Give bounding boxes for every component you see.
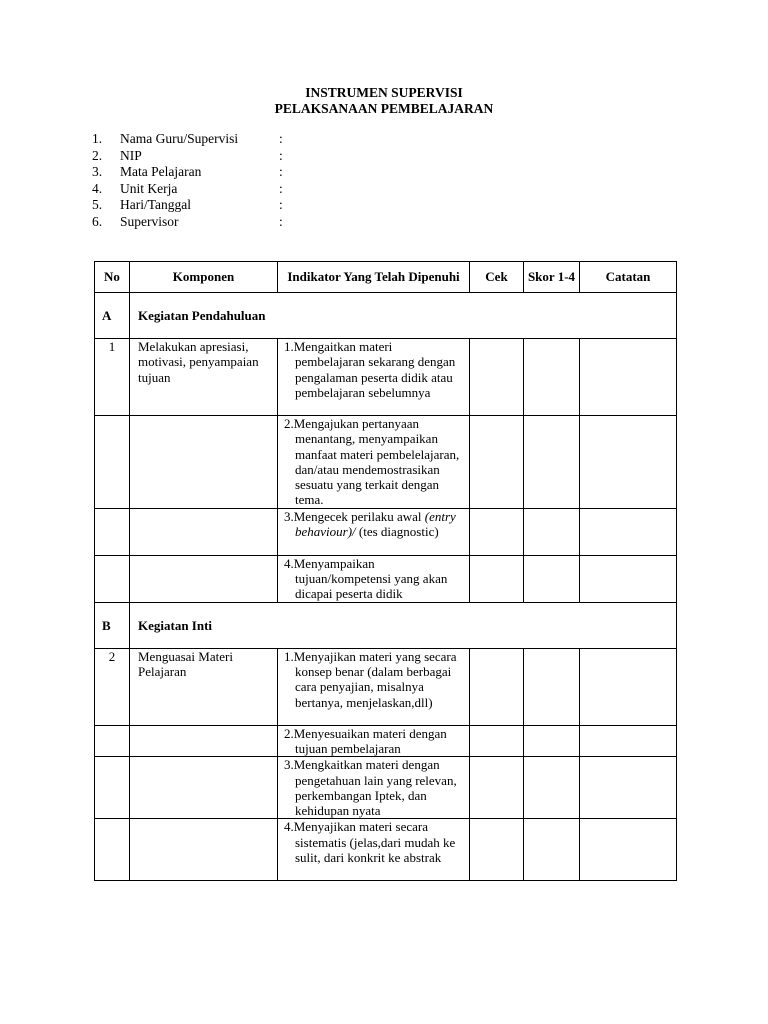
identity-label: Supervisor bbox=[120, 213, 179, 229]
catatan-cell[interactable] bbox=[580, 819, 677, 881]
identity-number: 4. bbox=[92, 180, 103, 196]
header-catatan: Catatan bbox=[580, 262, 677, 293]
identity-label: NIP bbox=[120, 147, 142, 163]
section-title: Kegiatan Pendahuluan bbox=[130, 293, 677, 339]
title-line-1: INSTRUMEN SUPERVISI bbox=[305, 85, 463, 100]
indicator-text: 3.Mengkaitkan materi dengan pengetahuan lain yang relevan, perkembangan Iptek, dan kehidupan nyata bbox=[284, 757, 457, 819]
identity-colon: : bbox=[279, 147, 283, 163]
table-row bbox=[95, 339, 677, 416]
indicator-text: 1.Menyajikan materi yang secara konsep benar (dalam berbagai cara penyajian, misalnya bertanya, menjelaskan,dll) bbox=[284, 648, 457, 710]
component-cell bbox=[130, 555, 278, 602]
identity-item bbox=[92, 148, 392, 165]
catatan-cell[interactable] bbox=[580, 508, 677, 555]
indicator-text: 4.Menyampaikan tujuan/kompetensi yang akan dicapai peserta didik bbox=[284, 555, 448, 602]
component-cell bbox=[130, 508, 278, 555]
component-cell bbox=[130, 757, 278, 819]
section-title: Kegiatan Inti bbox=[130, 602, 677, 648]
indicator-cell bbox=[278, 648, 470, 725]
identity-item bbox=[92, 197, 392, 214]
identity-number: 6. bbox=[92, 213, 103, 229]
section-letter: A bbox=[95, 293, 130, 339]
indicator-cell bbox=[278, 555, 470, 602]
table-header-row bbox=[95, 262, 677, 293]
catatan-cell[interactable] bbox=[580, 555, 677, 602]
table-row bbox=[95, 555, 677, 602]
indicator-text bbox=[284, 509, 465, 540]
row-number bbox=[95, 416, 130, 509]
header-komponen: Komponen bbox=[130, 262, 278, 293]
identity-number: 2. bbox=[92, 147, 103, 163]
cek-cell[interactable] bbox=[470, 725, 524, 757]
skor-cell[interactable] bbox=[524, 555, 580, 602]
section-row-b bbox=[95, 602, 677, 648]
section-letter: B bbox=[95, 602, 130, 648]
cek-cell[interactable] bbox=[470, 648, 524, 725]
identity-number: 3. bbox=[92, 164, 103, 179]
row-number bbox=[95, 555, 130, 602]
section-row-a bbox=[95, 293, 677, 339]
table-row bbox=[95, 648, 677, 725]
skor-cell[interactable] bbox=[524, 508, 580, 555]
indicator-3-italic: (entry behaviour)/ bbox=[295, 508, 456, 540]
cek-cell[interactable] bbox=[470, 339, 524, 416]
cek-cell[interactable] bbox=[470, 757, 524, 819]
header-no: No bbox=[95, 262, 130, 293]
header-cek: Cek bbox=[470, 262, 524, 293]
identity-label: Unit Kerja bbox=[120, 180, 178, 196]
row-number bbox=[95, 819, 130, 881]
component-cell: Menguasai Materi Pelajaran bbox=[130, 648, 278, 725]
catatan-cell[interactable] bbox=[580, 416, 677, 509]
row-number bbox=[95, 757, 130, 819]
identity-colon: : bbox=[279, 164, 283, 179]
table-row bbox=[95, 725, 677, 757]
catatan-cell[interactable] bbox=[580, 725, 677, 757]
identity-label: Hari/Tanggal bbox=[120, 197, 192, 212]
skor-cell[interactable] bbox=[524, 819, 580, 881]
component-cell: Melakukan apresiasi, motivasi, penyampaian tujuan bbox=[130, 339, 278, 416]
skor-cell[interactable] bbox=[524, 757, 580, 819]
indicator-text: 4.Menyajikan materi secara sistematis (jelas,dari mudah ke sulit, dari konkrit ke abstrak bbox=[284, 819, 456, 866]
document-title bbox=[0, 85, 768, 116]
row-number: 2 bbox=[95, 648, 130, 725]
catatan-cell[interactable] bbox=[580, 648, 677, 725]
identity-number: 1. bbox=[92, 131, 103, 146]
identity-number: 5. bbox=[92, 197, 103, 212]
indicator-3-rest: (tes diagnostic) bbox=[355, 524, 439, 540]
cek-cell[interactable] bbox=[470, 508, 524, 555]
row-number bbox=[95, 725, 130, 757]
indicator-cell bbox=[278, 819, 470, 881]
indicator-3-lead: 3.Mengecek perilaku awal bbox=[284, 508, 422, 524]
identity-label: Nama Guru/Supervisi bbox=[120, 131, 239, 146]
identity-colon: : bbox=[279, 197, 283, 212]
skor-cell[interactable] bbox=[524, 339, 580, 416]
catatan-cell[interactable] bbox=[580, 757, 677, 819]
identity-item bbox=[92, 214, 392, 231]
cek-cell[interactable] bbox=[470, 416, 524, 509]
table-row bbox=[95, 508, 677, 555]
component-cell bbox=[130, 725, 278, 757]
skor-cell[interactable] bbox=[524, 648, 580, 725]
indicator-cell bbox=[278, 508, 470, 555]
table-row bbox=[95, 416, 677, 509]
identity-colon: : bbox=[279, 213, 283, 229]
table-row bbox=[95, 757, 677, 819]
indicator-cell bbox=[278, 757, 470, 819]
header-skor: Skor 1-4 bbox=[524, 262, 580, 293]
identity-label: Mata Pelajaran bbox=[120, 164, 202, 179]
cek-cell[interactable] bbox=[470, 819, 524, 881]
indicator-text: 1.Mengaitkan materi pembelajaran sekarang dengan pengalaman peserta didik atau pembelajaran sebelumnya bbox=[284, 339, 456, 400]
identity-list bbox=[92, 131, 392, 230]
indicator-text: 2.Menyesuaikan materi dengan tujuan pembelajaran bbox=[284, 725, 447, 756]
supervision-table bbox=[94, 261, 677, 881]
indicator-cell bbox=[278, 339, 470, 416]
indicator-cell bbox=[278, 416, 470, 509]
indicator-text: 2.Mengajukan pertanyaan menantang, menyampaikan manfaat materi pembelelajaran, dan/atau mendemostrasikan sesuatu yang terkait dengan tema. bbox=[284, 416, 460, 508]
indicator-cell bbox=[278, 725, 470, 757]
component-cell bbox=[130, 416, 278, 509]
identity-colon: : bbox=[279, 131, 283, 146]
title-line-2: PELAKSANAAN PEMBELAJARAN bbox=[274, 100, 494, 116]
identity-item bbox=[92, 131, 392, 148]
identity-item bbox=[92, 181, 392, 198]
cek-cell[interactable] bbox=[470, 555, 524, 602]
identity-colon: : bbox=[279, 180, 283, 196]
skor-cell[interactable] bbox=[524, 725, 580, 757]
catatan-cell[interactable] bbox=[580, 339, 677, 416]
table-row bbox=[95, 819, 677, 881]
component-cell bbox=[130, 819, 278, 881]
identity-item bbox=[92, 164, 392, 181]
row-number bbox=[95, 508, 130, 555]
header-indikator: Indikator Yang Telah Dipenuhi bbox=[278, 262, 470, 293]
skor-cell[interactable] bbox=[524, 416, 580, 509]
row-number: 1 bbox=[95, 339, 130, 416]
